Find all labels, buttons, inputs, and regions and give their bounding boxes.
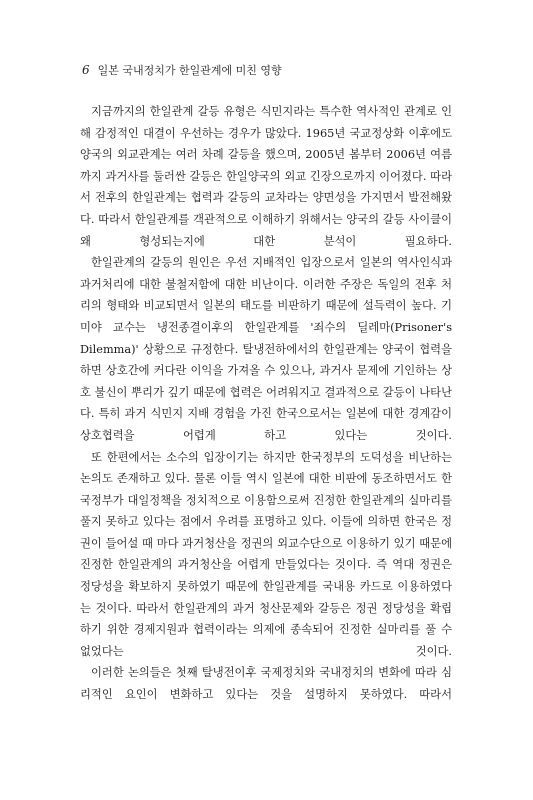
page-number: 6 (82, 63, 90, 77)
paragraph: 지금까지의 한일관계 갈등 유형은 식민지라는 특수한 역사적인 관계로 인해 감정적인 대결이 우선하는 경우가 많았다. 1965년 국교정상화 이후에도 양국의 외교관계는 여러 차례 갈등을 했으며, 2005년 봄부터 2006년 여름까지 과거사를 둘러싼 갈등은 한일양국의 외교 긴장으로까지 이어졌다. 따라서 전후의 한일관계는 협력과 갈등의 교차라는 양면성을 가지면서 발전해왔다. 따라서 한일관계를 객관적으로 이해하기 위해서는 양국의 갈등 사이클이 왜 형성되는지에 대한 분석이 필요하다. (80, 105, 452, 248)
paragraph: 또 한편에서는 소수의 입장이기는 하지만 한국정부의 도덕성을 비난하는 논의도 존재하고 있다. 물론 이들 역시 일본에 대한 비판에 동조하면서도 한국정부가 대일정책을 정치적으로 이용함으로써 진정한 한일관계의 실마리를 풀지 못하고 있다는 점에서 우려를 표명하고 있다. 이들에 의하면 한국은 정권이 들어설 때 마다 과거청산을 정권의 외교수단으로 이용하기 있기 때문에 진정한 한일관계의 과거청산을 어렵게 만들었다는 것이다. 즉 역대 정권은 정당성을 확보하지 못하였기 때문에 한일관계를 국내용 카드로 이용하였다는 것이다. 따라서 한일관계의 과거 청산문제와 갈등은 정권 정당성을 확립하기 위한 경제지원과 협력이라는 의제에 종속되어 진정한 실마리를 풀 수 없었다는 것이다. (80, 450, 452, 658)
paragraph: 이러한 논의들은 첫째 탈냉전이후 국제정치와 국내정치의 변화에 따라 심리적인 요인이 변화하고 있다는 것을 설명하지 못하였다. 따라서 (80, 666, 452, 702)
body-text (80, 101, 452, 706)
paragraph: 한일관계의 갈등의 원인은 우선 지배적인 입장으로서 일본의 역사인식과 과거처리에 대한 불철저함에 대한 비난이다. 이러한 주장은 독일의 전후 처리의 형태와 비교되면서 일본의 태도를 비판하기 때문에 설득력이 높다. 기미야 교수는 냉전종결이후의 한일관계를 '죄수의 딜레마(Prisoner's Dilemma)' 상황으로 규정한다. 탈냉전하에서의 한일관계는 양국이 협력을 하면 상호간에 커다란 이익을 가져올 수 있으나, 과거사 문제에 기인하는 상호 불신이 뿌리가 깊기 때문에 협력은 어려워지고 결과적으로 갈등이 나타난다. 특히 과거 식민지 지배 경험을 가진 한국으로서는 일본에 대한 경계감이 상호협력을 어렵게 하고 있다는 것이다. (80, 256, 452, 442)
running-header (82, 62, 282, 78)
running-title: 일본 국내정치가 한일관계에 미친 영향 (97, 64, 282, 77)
